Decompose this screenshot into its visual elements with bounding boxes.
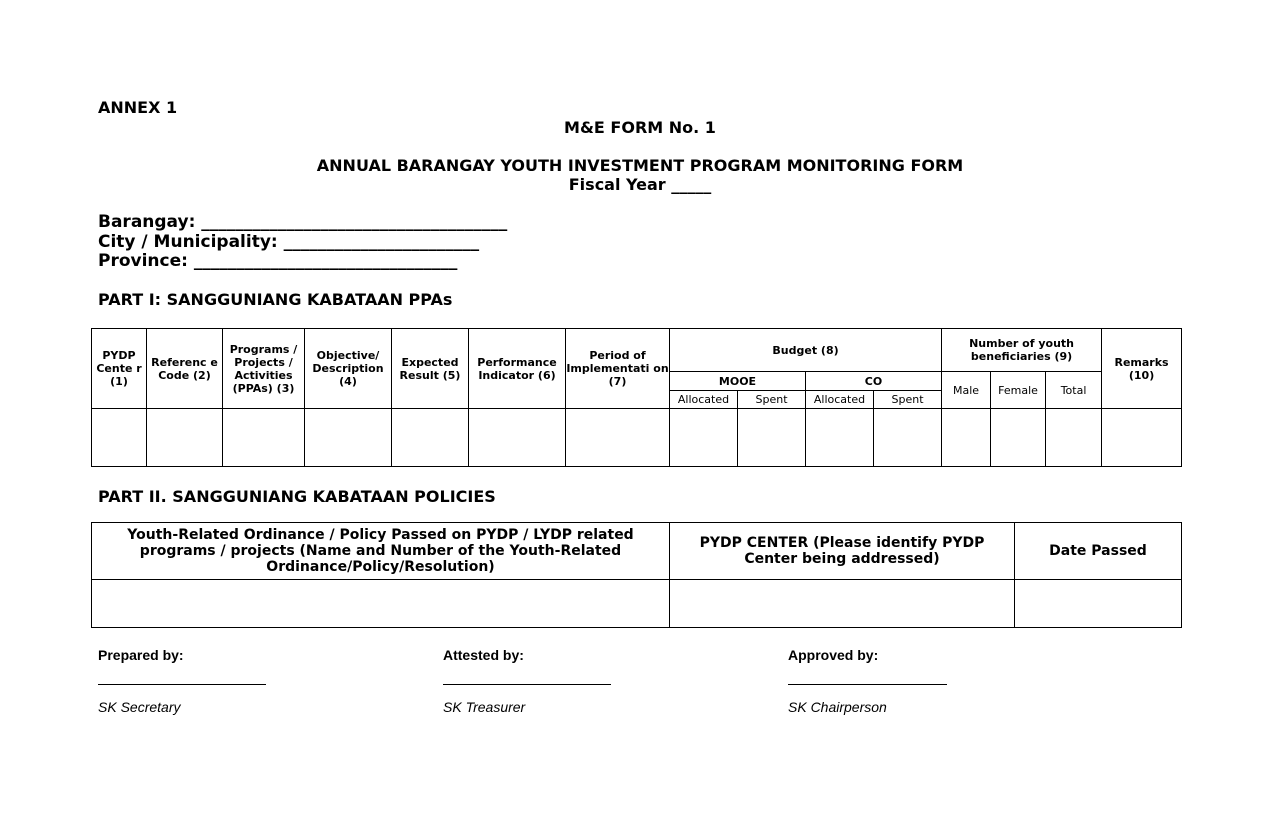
header-performance-indicator: Performance Indicator (6) — [469, 329, 566, 409]
cell-reference-code — [147, 409, 223, 467]
header-period: Period of Implementati on (7) — [566, 329, 670, 409]
header-co-allocated: Allocated — [806, 391, 874, 409]
part2-title: PART II. SANGGUNIANG KABATAAN POLICIES — [98, 487, 496, 506]
cell-performance-indicator — [469, 409, 566, 467]
header-mooe-allocated: Allocated — [670, 391, 738, 409]
cell-remarks — [1102, 409, 1182, 467]
header-co-spent: Spent — [874, 391, 942, 409]
header-programs: Programs / Projects / Activities (PPAs) (3) — [223, 329, 305, 409]
header-budget: Budget (8) — [670, 329, 942, 372]
prepared-by-signature-line — [98, 684, 266, 685]
header-mooe: MOOE — [670, 372, 806, 391]
cell-pydp-center — [92, 409, 147, 467]
table-row — [92, 580, 1182, 628]
header-male: Male — [942, 372, 991, 409]
annex-label: ANNEX 1 — [98, 98, 178, 117]
header-ordinance: Youth-Related Ordinance / Policy Passed on PYDP / LYDP related programs / projects (Name and Number of the Youth-Related Ordinance/Policy/Resolution) — [92, 523, 670, 580]
part1-title: PART I: SANGGUNIANG KABATAAN PPAs — [98, 290, 453, 309]
prepared-by-label: Prepared by: — [98, 647, 184, 663]
ppa-table — [91, 328, 1182, 467]
cell-expected-result — [392, 409, 469, 467]
header-pydp-center-policy: PYDP CENTER (Please identify PYDP Center being addressed) — [670, 523, 1015, 580]
cell-programs — [223, 409, 305, 467]
cell-male — [942, 409, 991, 467]
fiscal-year: Fiscal Year _____ — [568, 175, 712, 194]
header-remarks: Remarks (10) — [1102, 329, 1182, 409]
sk-chairperson-role: SK Chairperson — [788, 699, 887, 715]
cell-ordinance — [92, 580, 670, 628]
approved-by-label: Approved by: — [788, 647, 879, 663]
cell-total — [1046, 409, 1102, 467]
approved-by-signature-line — [788, 684, 947, 685]
cell-objective — [305, 409, 392, 467]
cell-mooe-spent — [738, 409, 806, 467]
cell-period — [566, 409, 670, 467]
province-field: Province: _______________________________ — [98, 251, 458, 271]
header-expected-result: Expected Result (5) — [392, 329, 469, 409]
cell-female — [991, 409, 1046, 467]
cell-co-spent — [874, 409, 942, 467]
attested-by-signature-line — [443, 684, 611, 685]
city-field: City / Municipality: _______________________ — [98, 232, 480, 252]
barangay-field: Barangay: ____________________________________ — [98, 212, 508, 232]
header-date-passed: Date Passed — [1015, 523, 1182, 580]
header-beneficiaries: Number of youth beneficiaries (9) — [942, 329, 1102, 372]
sk-treasurer-role: SK Treasurer — [443, 699, 526, 715]
header-co: CO — [806, 372, 942, 391]
cell-pydp-center — [670, 580, 1015, 628]
cell-mooe-allocated — [670, 409, 738, 467]
header-pydp-center: PYDP Cente r (1) — [92, 329, 147, 409]
header-mooe-spent: Spent — [738, 391, 806, 409]
cell-date-passed — [1015, 580, 1182, 628]
attested-by-label: Attested by: — [443, 647, 524, 663]
header-reference-code: Referenc e Code (2) — [147, 329, 223, 409]
cell-co-allocated — [806, 409, 874, 467]
policies-table — [91, 522, 1182, 628]
header-total: Total — [1046, 372, 1102, 409]
sk-secretary-role: SK Secretary — [98, 699, 181, 715]
header-female: Female — [991, 372, 1046, 409]
table-row — [92, 409, 1182, 467]
form-number: M&E FORM No. 1 — [564, 118, 716, 137]
form-title: ANNUAL BARANGAY YOUTH INVESTMENT PROGRAM MONITORING FORM — [316, 156, 964, 175]
header-objective: Objective/ Description (4) — [305, 329, 392, 409]
